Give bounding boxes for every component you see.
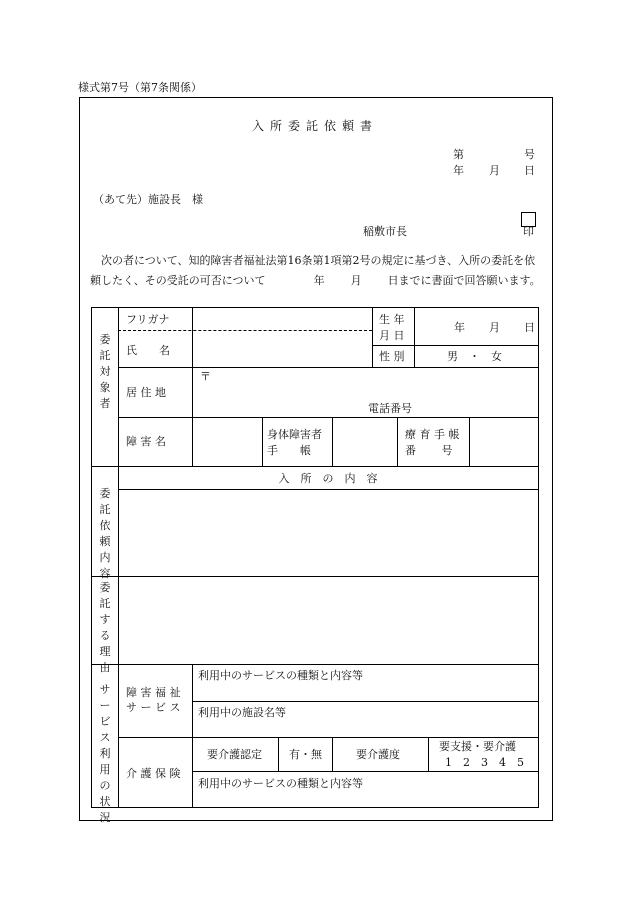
addressee: （あて先）施設長 様: [93, 193, 203, 206]
section-subject-label: 委託対象者: [99, 333, 111, 410]
request-body: [90, 251, 542, 291]
welfare-service-label-2: サ ー ビ ス: [126, 701, 181, 714]
sender-name: 稲敷市長: [363, 225, 407, 238]
date-day: 日: [524, 164, 535, 177]
welfare-service-label-1: 障 害 福 祉: [126, 686, 181, 699]
request-table: [91, 307, 539, 824]
body-month: 月: [350, 274, 362, 287]
service-in-use-label: 利用中のサービスの種類と内容等: [198, 669, 363, 682]
form-label: 様式第7号（第7条関係）: [78, 81, 202, 94]
gender-options: 男 ・ 女: [447, 350, 502, 363]
birth-month: 月: [489, 321, 500, 334]
postal-mark: 〒: [200, 370, 211, 383]
furigana-label: フリガナ: [126, 313, 170, 326]
physical-cert-label-2: 手 帳: [267, 444, 311, 457]
address-label: 居 住 地: [126, 386, 166, 399]
section-service-label: サービス利用の状況: [99, 683, 111, 824]
ryoiku-cert-label-1: 療 育 手 帳: [405, 428, 460, 441]
birth-year: 年: [454, 321, 465, 334]
seal-mark: 印: [523, 225, 534, 238]
phone-label: 電話番号: [368, 402, 412, 415]
date-year: 年: [453, 164, 464, 177]
facility-in-use-label: 利用中の施設名等: [198, 706, 286, 719]
section-request-label: 委託依頼内容: [99, 487, 111, 580]
birth-day: 日: [524, 321, 535, 334]
level-numbers: 1 2 3 4 5: [445, 756, 524, 769]
ryoiku-cert-label-2: 番 号: [405, 444, 453, 457]
gender-label: 性 別: [379, 350, 405, 363]
section-reason-label: 委託する理由: [99, 581, 111, 674]
body-year: 年: [313, 274, 325, 287]
care-service-in-use-label: 利用中のサービスの種類と内容等: [198, 777, 363, 790]
body-part2: 日までに書面で回答願います。: [387, 274, 541, 287]
care-insurance-label: 介 護 保 険: [126, 767, 181, 780]
birth-label-2: 月 日: [379, 329, 405, 342]
admission-contents-label: 入 所 の 内 容: [278, 472, 378, 485]
care-cert-label: 要介護認定: [207, 748, 262, 761]
number-suffix: 号: [524, 148, 535, 161]
yes-no-label: 有・無: [289, 748, 322, 761]
document-title: 入所委託依頼書: [251, 119, 378, 133]
care-level-label: 要介護度: [356, 748, 400, 761]
support-levels-label: 要支援・要介護: [439, 740, 516, 753]
name-label: 氏 名: [126, 344, 170, 357]
physical-cert-label-1: 身体障害者: [267, 428, 322, 441]
date-month: 月: [489, 164, 500, 177]
birth-label-1: 生 年: [379, 313, 405, 326]
disability-label: 障 害 名: [126, 435, 166, 448]
body-part1: 次の者について、知的障害者福祉法第16条第1項第2号の規定に基づき、入所の委託を依頼したく、その受託の可否について: [90, 254, 536, 287]
number-prefix: 第: [453, 148, 464, 161]
